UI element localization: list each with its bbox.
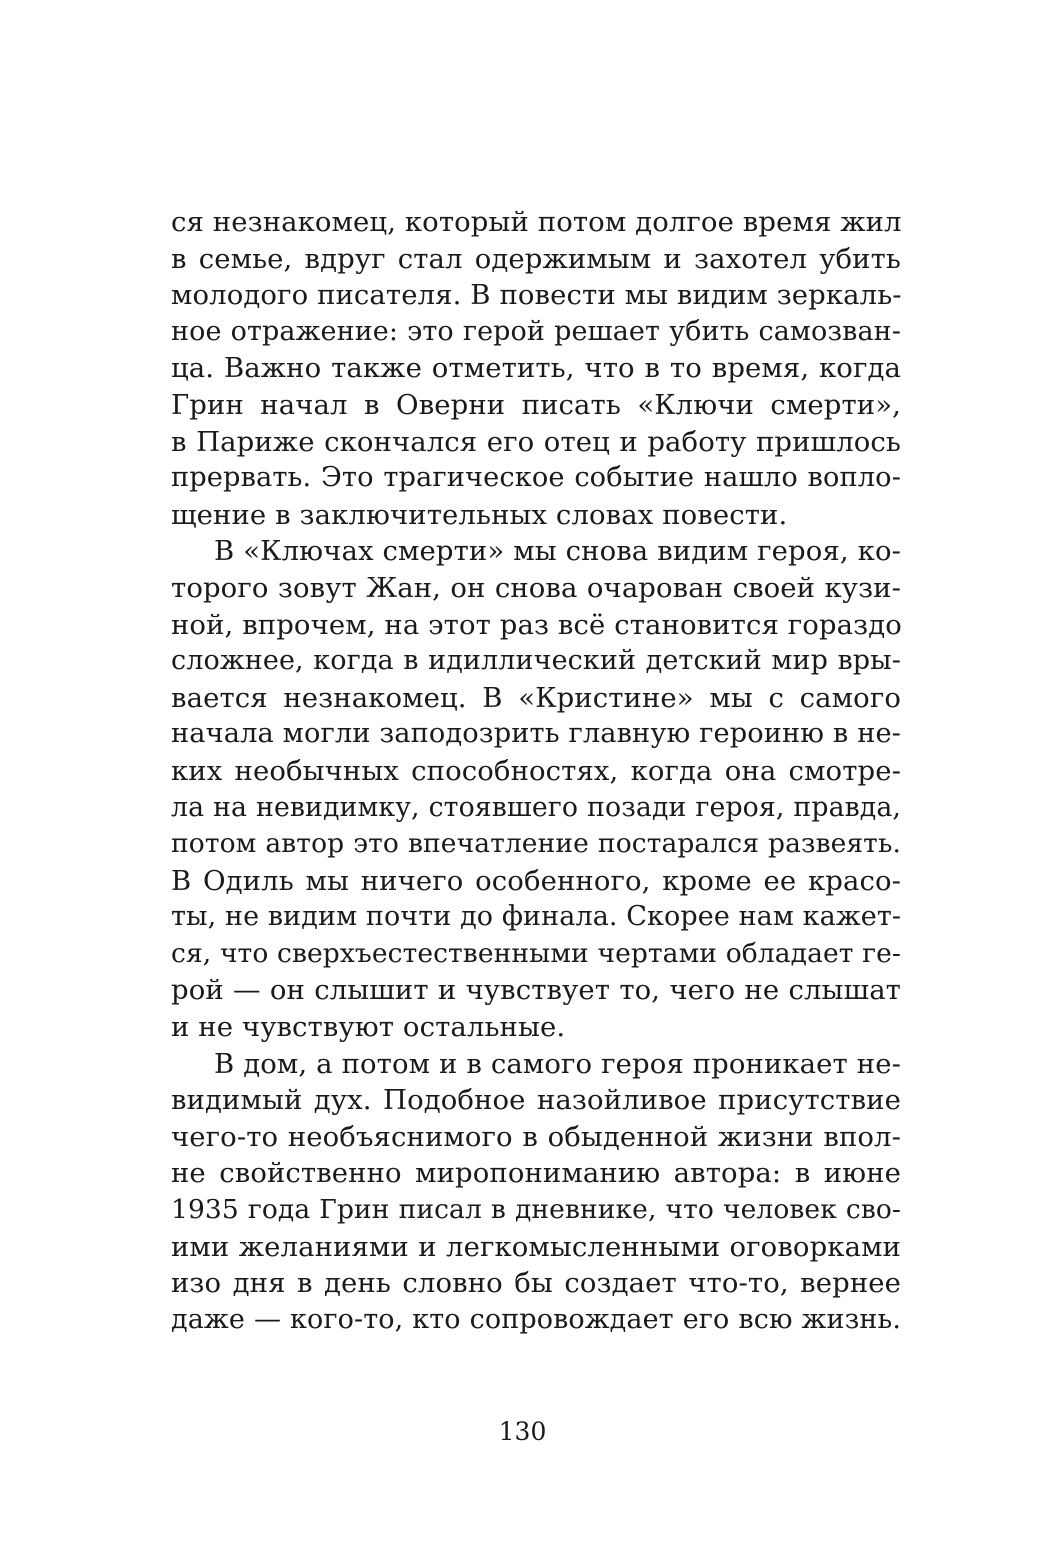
text-line: ца. Важно также отметить, что в то время, когда (171, 352, 901, 385)
text-line: ты, не видим почти до финала. Скорее нам кажет- (171, 901, 902, 933)
page-number: 130 (498, 1417, 547, 1446)
text-line: начала могли заподозрить главную героиню в не- (171, 718, 901, 750)
text-line: ими желаниями и легкомысленными оговорками (171, 1230, 901, 1263)
text-line: потом автор это впечатление постарался развеять. (171, 828, 901, 860)
text-line: изо дня в день словно бы создает что-то, вернее (171, 1267, 901, 1300)
text-line: ла на невидимку, стоявшего позади героя, правда, (171, 791, 901, 823)
text-line: В «Ключах смерти» мы снова видим героя, ко- (214, 535, 901, 568)
text-line: прервать. Это трагическое событие нашло вопло- (171, 462, 901, 494)
text-line: ких необычных способностях, когда она смотре- (171, 754, 901, 787)
text-line: сложнее, когда в идиллический детский мир вры- (171, 645, 901, 677)
body-text (171, 204, 901, 1338)
text-line: молодого писателя. В повести мы видим зеркаль- (171, 279, 902, 312)
text-line: ся незнакомец, который потом долгое время жил (171, 206, 902, 238)
text-line: торого зовут Жан, он снова очарован своей кузи- (171, 571, 901, 604)
text-line: и не чувствуют остальные. (171, 1011, 566, 1044)
text-line: вается незнакомец. В «Кристине» мы с самого (171, 681, 901, 714)
text-line: в Париже скончался его отец и работу пришлось (171, 425, 901, 458)
text-line: даже — кого-то, кто сопровождает его всю жизнь. (171, 1303, 901, 1335)
text-line: видимый дух. Подобное назойливое присутствие (171, 1084, 901, 1117)
text-line: ное отражение: это герой решает убить самозван- (171, 315, 901, 347)
text-line: В Одиль мы ничего особенного, кроме ее красо- (171, 864, 901, 897)
text-line: Грин начал в Оверни писать «Ключи смерти», (171, 388, 901, 421)
text-line: не свойственно миропониманию автора: в июне (171, 1157, 901, 1190)
text-line: В дом, а потом и в самого героя проникает не- (214, 1047, 901, 1080)
text-line: чего-то необъяснимого в обыденной жизни впол- (171, 1120, 901, 1153)
text-line: ся, что сверхъестественными чертами обладает ге- (171, 937, 901, 969)
text-line: 1935 года Грин писал в дневнике, что человек сво- (171, 1194, 901, 1226)
text-line: щение в заключительных словах повести. (171, 498, 788, 531)
text-line: ной, впрочем, на этот раз всё становится гораздо (171, 608, 902, 641)
text-line: рой — он слышит и чувствует то, чего не слышат (171, 974, 901, 1007)
text-line: в семье, вдруг стал одержимым и захотел убить (171, 242, 901, 275)
